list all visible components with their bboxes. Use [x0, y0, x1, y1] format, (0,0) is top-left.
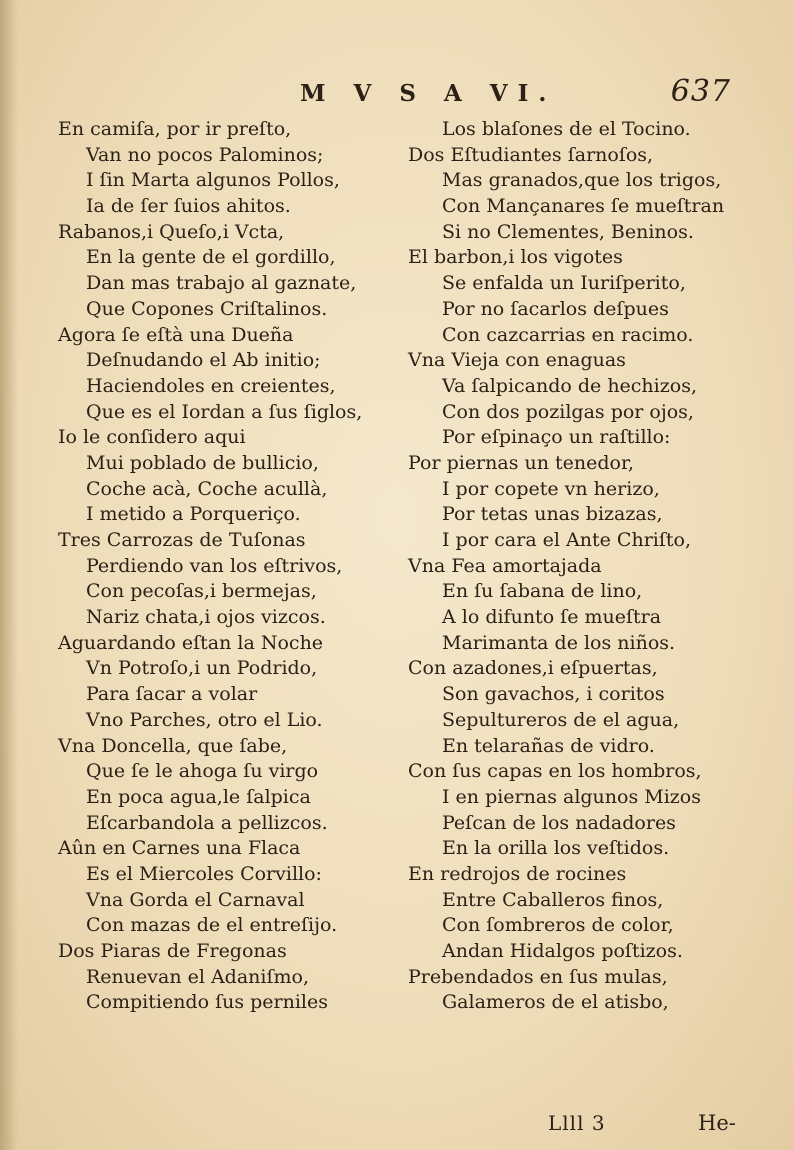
page-number: 637 — [670, 74, 731, 109]
verse-line: Andan Hidalgos poſtizos. — [442, 940, 683, 962]
verse-line: Son gavachos, i coritos — [442, 683, 665, 706]
verse-line: Con azadones,i eſpuertas, — [408, 657, 658, 680]
signature-mark: Llll 3 — [548, 1111, 606, 1135]
verse-line: Vna Gorda el Carnaval — [86, 888, 305, 911]
verse-line: Vno Parches, otro el Lio. — [86, 708, 323, 731]
verse-line: Aguardando eſtan la Noche — [58, 631, 324, 654]
verse-line: Aûn en Carnes una Flaca — [58, 837, 301, 860]
verse-line: En la gente de el gordillo, — [86, 246, 336, 269]
verse-line: I ſin Marta algunos Pollos, — [86, 169, 340, 192]
verse-line: I metido a Porqueriço. — [86, 503, 301, 526]
verse-line: Mas granados,que los trigos, — [442, 169, 722, 192]
verse-line: Dan mas trabajo al gaznate, — [86, 272, 357, 295]
verse-line: Va ſalpicando de hechizos, — [442, 374, 697, 397]
verse-line: Vna Doncella, que ſabe, — [58, 734, 288, 757]
verse-line: Coche acà, Coche acullà, — [86, 477, 328, 500]
verse-line: Con ſus capas en los hombros, — [408, 760, 702, 783]
verse-line: Que es el Iordan a ſus ſiglos, — [86, 400, 363, 423]
verse-line: Sepultureros de el agua, — [442, 708, 680, 731]
verse-line: Prebendados en ſus mulas, — [408, 965, 668, 988]
verse-line: Eſcarbandola a pellizcos. — [86, 811, 328, 834]
left-verse-column — [58, 117, 398, 1016]
verse-line: Marimanta de los niños. — [442, 631, 676, 654]
verse-line: Por tetas unas bizazas, — [442, 503, 663, 526]
verse-line: Vn Potroſo,i un Podrido, — [86, 657, 318, 680]
verse-line: Agora ſe eſtà una Dueña — [58, 323, 294, 346]
running-head-title: M V S A VI. — [300, 80, 557, 107]
verse-line: Por no ſacarlos deſpues — [442, 297, 669, 320]
verse-line: Con mazas de el entreſijo. — [86, 914, 338, 937]
verse-line: Renuevan el Adaniſmo, — [86, 965, 310, 988]
verse-line: Se enfalda un Iuriſperito, — [442, 272, 686, 295]
verse-line: Por piernas un tenedor, — [408, 451, 635, 474]
verse-line: Para ſacar a volar — [86, 683, 258, 706]
verse-line: Galameros de el atisbo, — [442, 991, 669, 1014]
verse-line: Perdiendo van los eſtrivos, — [86, 554, 343, 577]
verse-line: Los blaſones de el Tocino. — [442, 118, 691, 140]
verse-line: Nariz chata,i ojos vizcos. — [86, 606, 326, 629]
verse-line: Dos Piaras de Fregonas — [58, 940, 287, 962]
verse-line: Mui poblado de bullicio, — [86, 451, 319, 474]
verse-line: Compitiendo ſus perniles — [86, 991, 328, 1014]
verse-line: Es el Miercoles Corvillo: — [86, 862, 322, 885]
verse-line: Peſcan de los nadadores — [442, 811, 676, 834]
verse-line: Con ſombreros de color, — [442, 914, 674, 937]
verse-line: Deſnudando el Ab initio; — [86, 349, 321, 372]
page-footer — [0, 1107, 793, 1147]
right-verse-column — [408, 117, 768, 1016]
verse-line: En ſu ſabana de lino, — [442, 580, 643, 603]
verse-line: Con dos pozilgas por ojos, — [442, 400, 694, 423]
verse-line: I por copete vn herizo, — [442, 477, 660, 500]
verse-line: Con cazcarrias en racimo. — [442, 323, 694, 346]
verse-line: En redrojos de rocines — [408, 862, 627, 885]
verse-line: En poca agua,le ſalpica — [86, 785, 311, 808]
verse-line: En telarañas de vidro. — [442, 734, 655, 757]
verse-line: El barbon,i los vigotes — [408, 246, 623, 269]
catchword: He- — [698, 1111, 736, 1135]
verse-line: En la orilla los veſtidos. — [442, 837, 670, 860]
verse-line: Tres Carrozas de Tuſonas — [58, 529, 306, 551]
verse-line: Entre Caballeros finos, — [442, 888, 664, 911]
verse-line: Por eſpinaço un raſtillo: — [442, 426, 671, 449]
verse-line: En camiſa, por ir preſto, — [58, 118, 292, 140]
verse-line: Vna Vieja con enaguas — [408, 349, 626, 372]
verse-line: Ia de ſer ſuios ahitos. — [86, 195, 291, 218]
verse-line: Que Copones Criſtalinos. — [86, 297, 328, 320]
verse-line: Con Mançanares ſe mueſtran — [442, 195, 725, 218]
verse-line: Io le conſidero aqui — [58, 426, 246, 449]
verse-line: Haciendoles en creientes, — [86, 374, 336, 397]
verse-line: Van no pocos Palominos; — [86, 143, 324, 166]
verse-line: Si no Clementes, Beninos. — [442, 220, 694, 243]
verse-line: Con pecoſas,i bermejas, — [86, 580, 317, 603]
verse-line: Rabanos,i Queſo,i Vcta, — [58, 220, 285, 243]
verse-line: Vna Fea amortajada — [408, 554, 602, 577]
verse-line: Dos Eſtudiantes ſarnoſos, — [408, 143, 654, 166]
verse-line: Que ſe le ahoga ſu virgo — [86, 760, 319, 783]
running-head — [0, 74, 793, 114]
verse-line: I por cara el Ante Chriſto, — [442, 529, 692, 551]
verse-line: I en piernas algunos Mizos — [442, 785, 701, 808]
verse-line: A lo difunto ſe mueſtra — [442, 606, 662, 629]
gutter-shadow — [0, 0, 18, 1150]
